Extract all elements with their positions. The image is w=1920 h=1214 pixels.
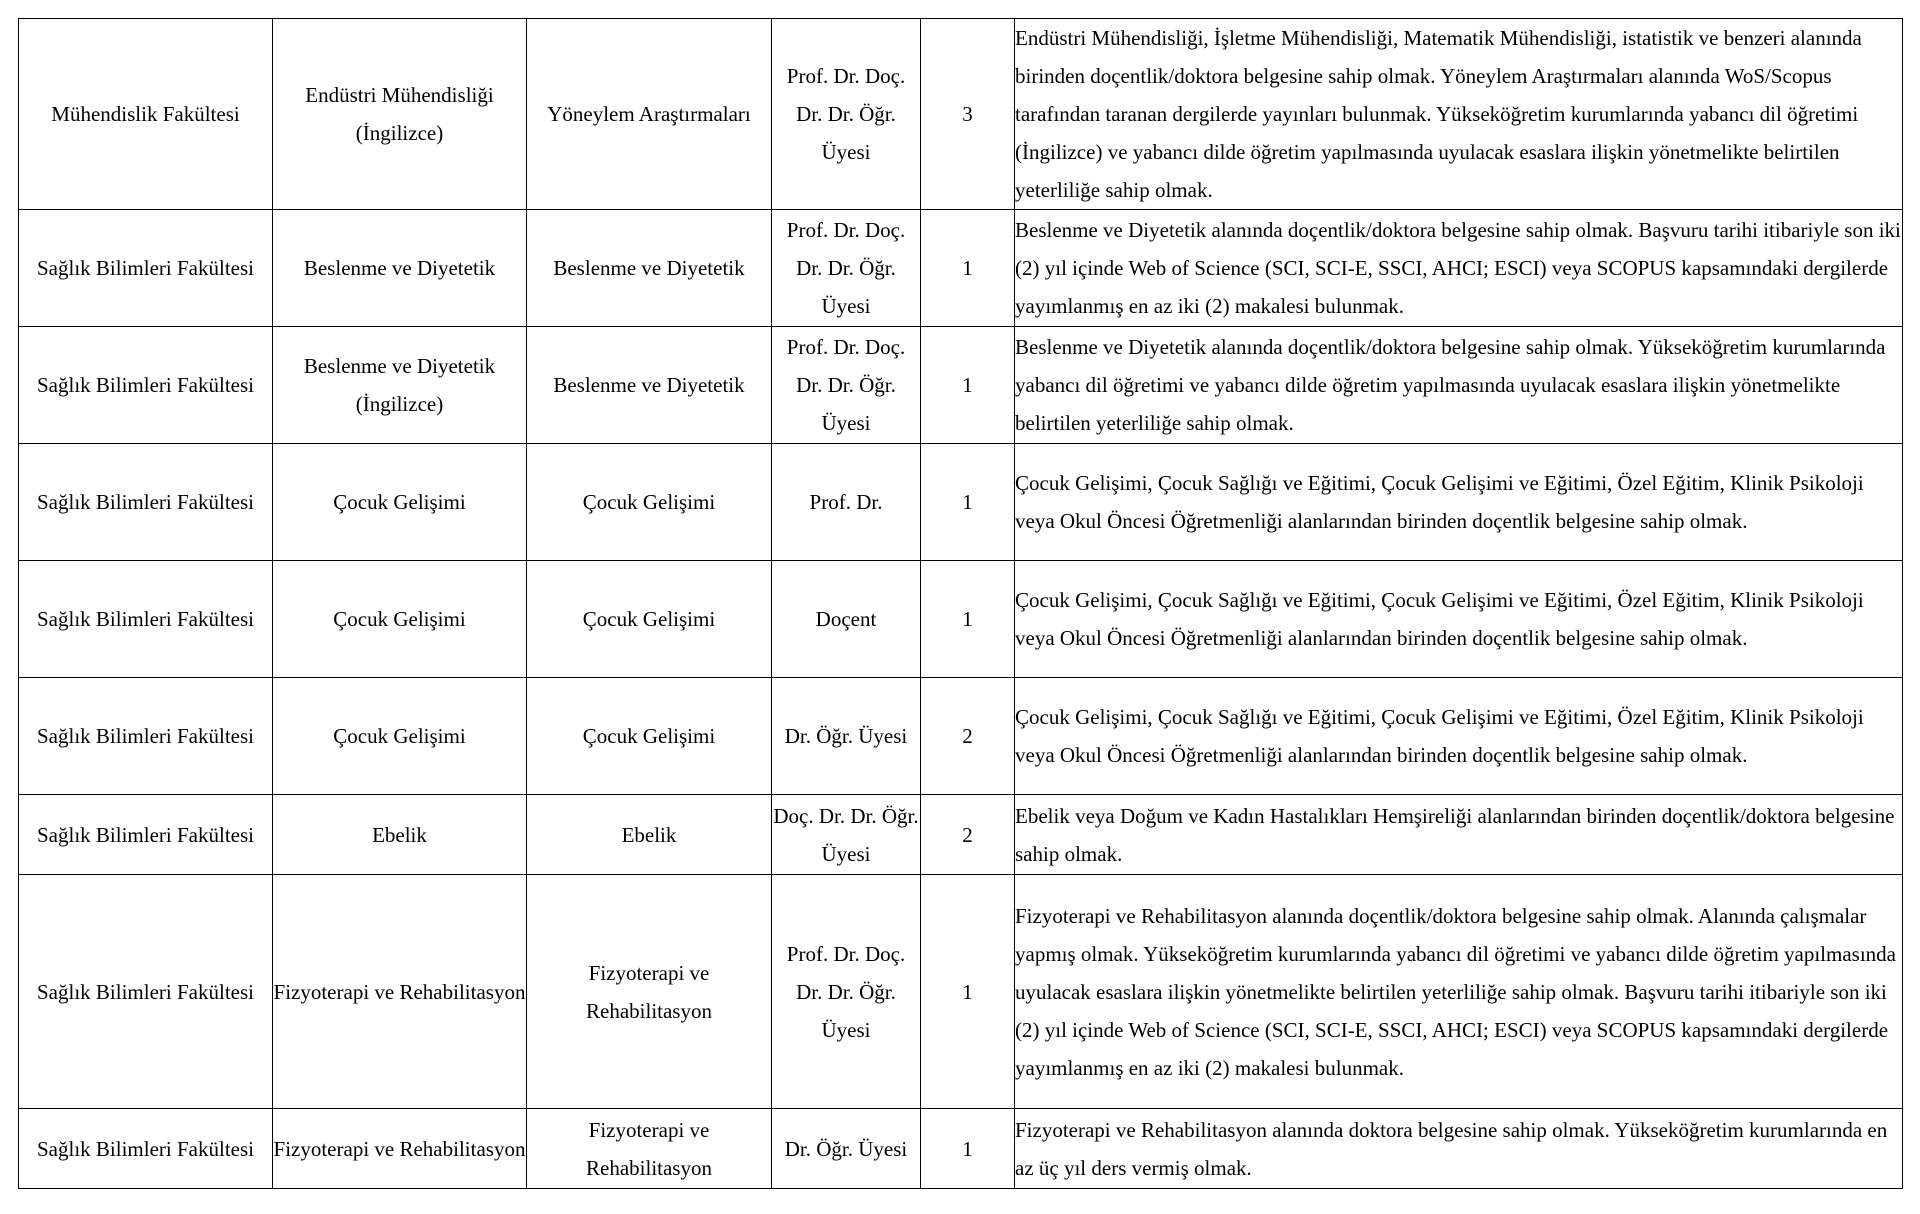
field-cell: Beslenme ve Diyetetik [527, 210, 772, 327]
faculty-cell: Mühendislik Fakültesi [19, 19, 273, 210]
department-cell: Ebelik [273, 795, 527, 875]
requirement-cell: Ebelik veya Doğum ve Kadın Hastalıkları Hemşireliği alanlarından birinden doçentlik/doktora belgesine sahip olmak. [1015, 795, 1903, 875]
title-cell: Prof. Dr. Doç. Dr. Dr. Öğr. Üyesi [772, 19, 921, 210]
title-cell: Dr. Öğr. Üyesi [772, 678, 921, 795]
count-cell: 1 [921, 875, 1015, 1109]
field-cell: Fizyoterapi ve Rehabilitasyon [527, 1109, 772, 1189]
table-row [19, 327, 1903, 444]
table-row [19, 19, 1903, 210]
count-cell: 3 [921, 19, 1015, 210]
department-cell: Çocuk Gelişimi [273, 444, 527, 561]
faculty-cell: Sağlık Bilimleri Fakültesi [19, 561, 273, 678]
field-cell: Ebelik [527, 795, 772, 875]
requirement-cell: Beslenme ve Diyetetik alanında doçentlik/doktora belgesine sahip olmak. Başvuru tarihi itibariyle son iki (2) yıl içinde Web of Science (SCI, SCI-E, SSCI, AHCI; ESCI) veya SCOPUS kapsamındaki dergilerde yayımlanmış en az iki (2) makalesi bulunmak. [1015, 210, 1903, 327]
faculty-cell: Sağlık Bilimleri Fakültesi [19, 210, 273, 327]
requirement-cell: Çocuk Gelişimi, Çocuk Sağlığı ve Eğitimi, Çocuk Gelişimi ve Eğitimi, Özel Eğitim, Klinik Psikoloji veya Okul Öncesi Öğretmenliği alanlarından birinden doçentlik belgesine sahip olmak. [1015, 444, 1903, 561]
requirement-cell: Endüstri Mühendisliği, İşletme Mühendisliği, Matematik Mühendisliği, istatistik ve benzeri alanında birinden doçentlik/doktora belgesine sahip olmak. Yöneylem Araştırmaları alanında WoS/Scopus tarafından taranan dergilerde yayınları bulunmak. Yükseköğretim kurumlarında yabancı dil öğretimi (İngilizce) ve yabancı dilde öğretim yapılmasında uyulacak esaslara ilişkin yönetmelikte belirtilen yeterliliğe sahip olmak. [1015, 19, 1903, 210]
requirement-cell: Fizyoterapi ve Rehabilitasyon alanında doçentlik/doktora belgesine sahip olmak. Alanında çalışmalar yapmış olmak. Yükseköğretim kurumlarında yabancı dil öğretimi ve yabancı dilde öğretim yapılmasında uyulacak esaslara ilişkin yönetmelikte belirtilen yeterliliğe sahip olmak. Başvuru tarihi itibariyle son iki (2) yıl içinde Web of Science (SCI, SCI-E, SSCI, AHCI; ESCI) veya SCOPUS kapsamındaki dergilerde yayımlanmış en az iki (2) makalesi bulunmak. [1015, 875, 1903, 1109]
table-row [19, 444, 1903, 561]
faculty-cell: Sağlık Bilimleri Fakültesi [19, 678, 273, 795]
requirement-cell: Fizyoterapi ve Rehabilitasyon alanında doktora belgesine sahip olmak. Yükseköğretim kurumlarında en az üç yıl ders vermiş olmak. [1015, 1109, 1903, 1189]
department-cell: Beslenme ve Diyetetik (İngilizce) [273, 327, 527, 444]
table-row [19, 561, 1903, 678]
department-cell: Beslenme ve Diyetetik [273, 210, 527, 327]
field-cell: Yöneylem Araştırmaları [527, 19, 772, 210]
department-cell: Endüstri Mühendisliği (İngilizce) [273, 19, 527, 210]
positions-table [18, 18, 1903, 1189]
faculty-cell: Sağlık Bilimleri Fakültesi [19, 327, 273, 444]
requirement-cell: Beslenme ve Diyetetik alanında doçentlik/doktora belgesine sahip olmak. Yükseköğretim kurumlarında yabancı dil öğretimi ve yabancı dilde öğretim yapılmasında uyulacak esaslara ilişkin yönetmelikte belirtilen yeterliliğe sahip olmak. [1015, 327, 1903, 444]
faculty-cell: Sağlık Bilimleri Fakültesi [19, 444, 273, 561]
field-cell: Çocuk Gelişimi [527, 444, 772, 561]
table-row [19, 210, 1903, 327]
title-cell: Prof. Dr. [772, 444, 921, 561]
count-cell: 2 [921, 795, 1015, 875]
faculty-cell: Sağlık Bilimleri Fakültesi [19, 1109, 273, 1189]
count-cell: 1 [921, 444, 1015, 561]
department-cell: Fizyoterapi ve Rehabilitasyon [273, 1109, 527, 1189]
table-row [19, 1109, 1903, 1189]
field-cell: Fizyoterapi ve Rehabilitasyon [527, 875, 772, 1109]
title-cell: Prof. Dr. Doç. Dr. Dr. Öğr. Üyesi [772, 327, 921, 444]
title-cell: Prof. Dr. Doç. Dr. Dr. Öğr. Üyesi [772, 210, 921, 327]
department-cell: Çocuk Gelişimi [273, 678, 527, 795]
count-cell: 1 [921, 210, 1015, 327]
title-cell: Dr. Öğr. Üyesi [772, 1109, 921, 1189]
faculty-cell: Sağlık Bilimleri Fakültesi [19, 875, 273, 1109]
faculty-cell: Sağlık Bilimleri Fakültesi [19, 795, 273, 875]
field-cell: Çocuk Gelişimi [527, 678, 772, 795]
table-row [19, 795, 1903, 875]
title-cell: Prof. Dr. Doç. Dr. Dr. Öğr. Üyesi [772, 875, 921, 1109]
count-cell: 1 [921, 1109, 1015, 1189]
department-cell: Fizyoterapi ve Rehabilitasyon [273, 875, 527, 1109]
count-cell: 1 [921, 327, 1015, 444]
field-cell: Çocuk Gelişimi [527, 561, 772, 678]
requirement-cell: Çocuk Gelişimi, Çocuk Sağlığı ve Eğitimi, Çocuk Gelişimi ve Eğitimi, Özel Eğitim, Klinik Psikoloji veya Okul Öncesi Öğretmenliği alanlarından birinden doçentlik belgesine sahip olmak. [1015, 561, 1903, 678]
field-cell: Beslenme ve Diyetetik [527, 327, 772, 444]
count-cell: 2 [921, 678, 1015, 795]
table-row [19, 875, 1903, 1109]
count-cell: 1 [921, 561, 1015, 678]
requirement-cell: Çocuk Gelişimi, Çocuk Sağlığı ve Eğitimi, Çocuk Gelişimi ve Eğitimi, Özel Eğitim, Klinik Psikoloji veya Okul Öncesi Öğretmenliği alanlarından birinden doçentlik belgesine sahip olmak. [1015, 678, 1903, 795]
department-cell: Çocuk Gelişimi [273, 561, 527, 678]
title-cell: Doç. Dr. Dr. Öğr. Üyesi [772, 795, 921, 875]
title-cell: Doçent [772, 561, 921, 678]
table-row [19, 678, 1903, 795]
